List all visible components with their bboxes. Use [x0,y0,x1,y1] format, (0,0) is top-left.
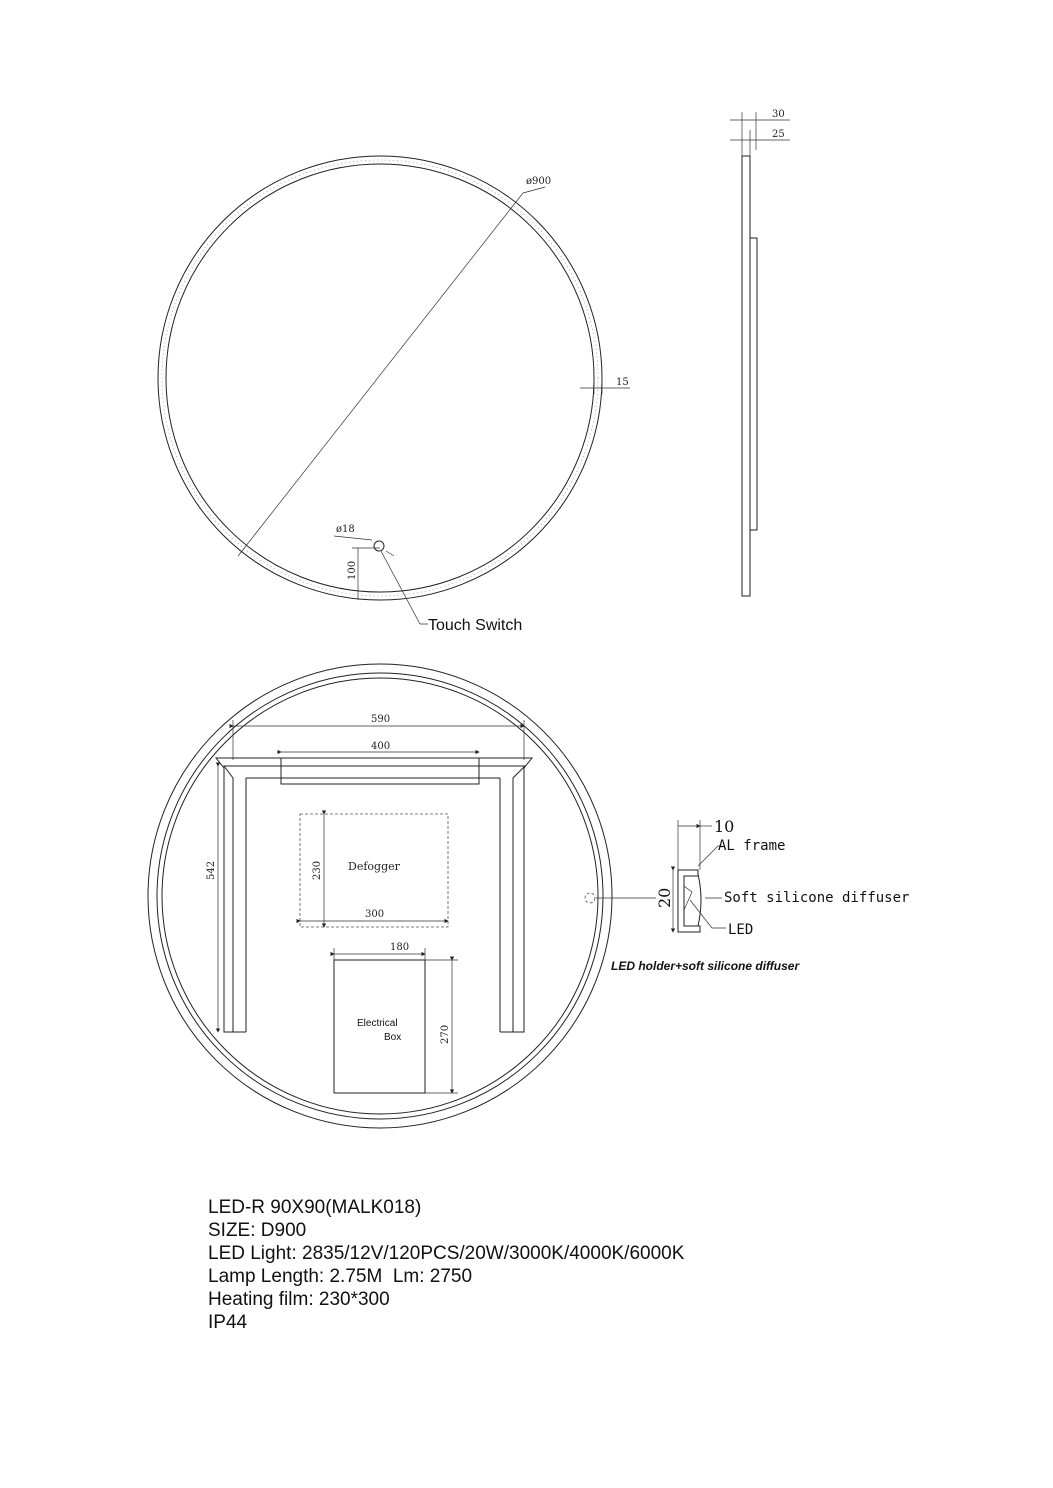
mirror-outer-edge [158,156,602,600]
switch-diameter-leader-2 [386,551,394,556]
led-band [162,160,598,596]
led-label: LED [728,922,754,938]
switch-diameter-leader [334,536,372,540]
spec-ip-rating: IP44 [208,1312,248,1333]
electrical-box-label-1: Electrical [357,1018,398,1029]
mirror-inner-edge [166,164,594,592]
glass-depth-label: 25 [772,129,785,140]
profile-detail [611,817,909,973]
side-view [730,109,790,596]
defogger-height-label: 230 [312,860,323,880]
diameter-dimension-line [238,193,523,556]
diffuser-label: Soft silicone diffuser [724,890,910,906]
spec-led-light: LED Light: 2835/12V/120PCS/20W/3000K/4000K/6000K [208,1243,685,1264]
touch-switch-label: Touch Switch [428,617,523,634]
back-outer-edge [148,664,612,1128]
rim-width-label: 15 [616,377,629,388]
led-leader [690,900,726,928]
side-backplate [750,238,757,530]
frame-width-label: 590 [371,714,391,725]
width-label: 10 [714,817,735,836]
profile-caption: LED holder+soft silicone diffuser [611,959,800,973]
box-height-label: 270 [440,1024,451,1044]
spec-size: SIZE: D900 [208,1220,307,1241]
side-glass [742,156,750,596]
top-bar-label: 400 [371,741,391,752]
back-frame [216,758,532,1032]
diameter-leader [523,187,545,193]
switch-offset-label: 100 [347,560,358,580]
frame-height-label: 542 [206,860,217,880]
diameter-label: ø900 [526,176,552,187]
al-frame-profile [678,870,700,932]
touch-switch-leader [381,551,428,624]
led-chip [684,886,692,910]
silicone-diffuser [698,874,701,926]
detail-reference-marker [585,893,595,903]
electrical-box-label-2: Box [384,1032,402,1043]
total-depth-label: 30 [772,109,785,120]
specification-list [208,1196,684,1334]
spec-heating-film: Heating film: 230*300 [208,1289,390,1310]
spec-model: LED-R 90X90(MALK018) [208,1197,422,1218]
defogger-width-label: 300 [365,909,385,920]
height-label: 20 [655,887,674,908]
top-bar [281,758,479,784]
touch-switch-icon [374,541,384,551]
switch-diameter-label: ø18 [336,524,355,535]
spec-lamp-length: Lamp Length: 2.75M Lm: 2750 [208,1266,473,1287]
al-frame-label: AL frame [718,838,786,854]
box-width-label: 180 [390,942,410,953]
defogger-label: Defogger [348,860,400,873]
back-view [148,664,656,1128]
front-view [158,156,630,634]
